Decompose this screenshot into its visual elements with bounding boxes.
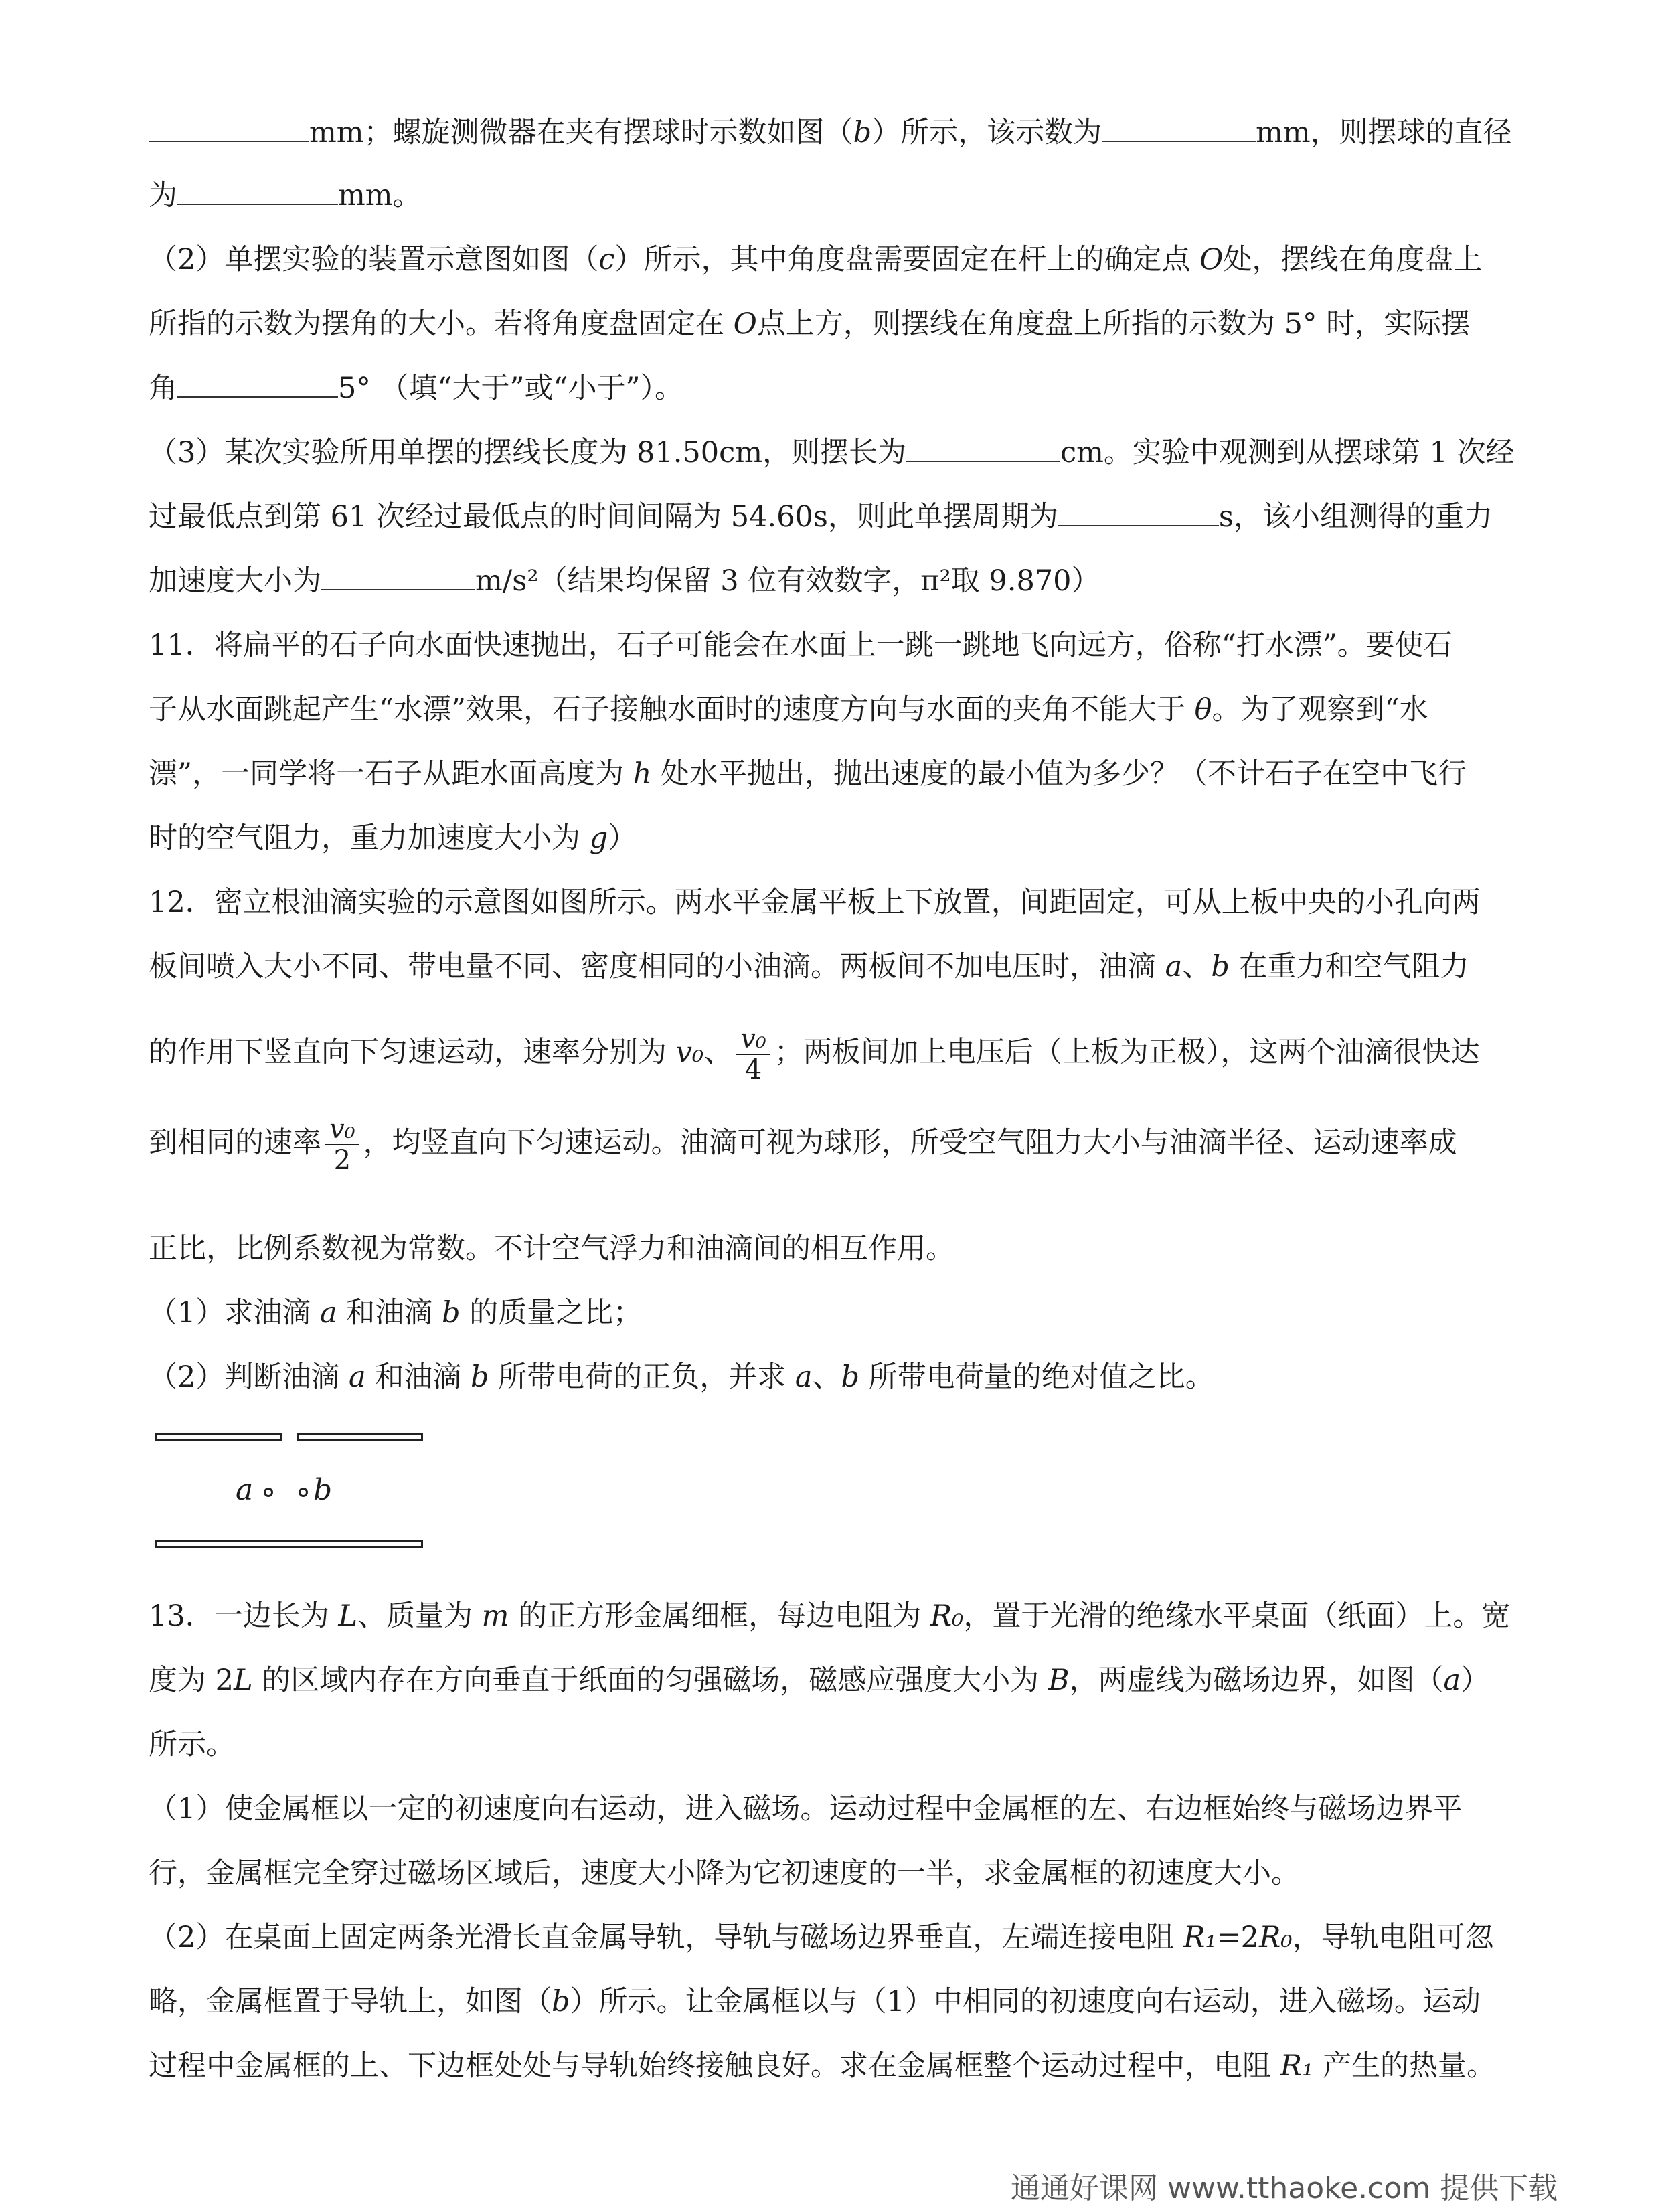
- fig-label: c: [598, 243, 615, 276]
- q12-line-3: [149, 1024, 1507, 1085]
- answer-blank[interactable]: [149, 114, 309, 142]
- text: 行，金属框完全穿过磁场区域后，速度大小降为它初速度的一半，求金属框的初速度大小。: [149, 1856, 1300, 1890]
- text: ）所示，该示数为: [872, 116, 1102, 149]
- footer-watermark: 通通好课网 www.tthaoke.com 提供下载: [1011, 2171, 1558, 2205]
- text: 过最低点到第 61 次经过最低点的时间间隔为 54.60s，则此单摆周期为: [149, 500, 1058, 534]
- text: 的正方形金属细框，每边电阻为: [509, 1599, 930, 1633]
- answer-blank[interactable]: [1058, 498, 1219, 526]
- answer-blank[interactable]: [321, 562, 475, 590]
- text: 时的空气阻力，重力加速度大小为: [149, 821, 590, 855]
- text: 的区域内存在方向垂直于纸面的匀强磁场，磁感应强度大小为: [252, 1664, 1048, 1697]
- text: 加速度大小为: [149, 564, 321, 598]
- symbol: v₀: [675, 1036, 704, 1069]
- text: 、: [703, 1036, 733, 1069]
- text: 5° （填“大于”或“小于”）。: [338, 372, 683, 405]
- answer-blank[interactable]: [906, 434, 1060, 462]
- symbol: b: [841, 1360, 860, 1394]
- q13-line-3: [149, 1725, 1507, 1765]
- text: 为: [149, 179, 177, 212]
- fig-label: b: [552, 1985, 570, 2019]
- lower-plate: [155, 1540, 423, 1548]
- text: 子从水面跳起产生“水漂”效果，石子接触水面时的速度方向与水面的夹角不能大于: [149, 693, 1195, 726]
- text: （2）单摆实验的装置示意图如图（: [149, 243, 599, 276]
- text: 到相同的速率: [149, 1126, 321, 1160]
- q12-part-2: [149, 1357, 1507, 1397]
- q10-p3-line-1: [149, 432, 1515, 473]
- millikan-figure: [155, 1433, 436, 1567]
- symbol: h: [633, 757, 652, 791]
- text: 度为 2: [149, 1664, 234, 1697]
- text: 、: [812, 1360, 841, 1394]
- text: 和油滴: [337, 1296, 442, 1330]
- q13-p2-line-2: [149, 1982, 1507, 2022]
- text: 所带电荷量的绝对值之比。: [859, 1360, 1214, 1394]
- text: 产生的热量。: [1313, 2049, 1495, 2083]
- text: 过程中金属框的上、下边框处处与导轨始终接触良好。求在金属框整个运动过程中，电阻: [149, 2049, 1280, 2083]
- text: mm。: [338, 179, 422, 212]
- text: s，该小组测得的重力: [1218, 500, 1493, 534]
- text: 、质量为: [357, 1599, 482, 1633]
- text: ）: [608, 821, 637, 855]
- text: 正比，比例系数视为常数。不计空气浮力和油滴间的相互作用。: [149, 1232, 954, 1265]
- q12-part-1: [149, 1293, 1507, 1333]
- numerator: v₀: [736, 1024, 770, 1055]
- symbol: a: [1165, 950, 1183, 983]
- text: 处，摆线在角度盘上: [1223, 243, 1483, 276]
- text: mm；螺旋测微器在夹有摆球时示数如图（: [309, 116, 853, 149]
- text: （3）某次实验所用单摆的摆线长度为 81.50cm，则摆长为: [149, 436, 906, 469]
- answer-blank[interactable]: [177, 370, 338, 398]
- text: 点上方，则摆线在角度盘上所指的示数为 5° 时，实际摆: [756, 307, 1471, 341]
- answer-blank[interactable]: [1102, 114, 1256, 142]
- q11-line-1: [149, 625, 1507, 665]
- text: ）所示。让金属框以与（1）中相同的初速度向右运动，进入磁场。运动: [570, 1985, 1481, 2019]
- symbol: a: [349, 1360, 366, 1394]
- q12-line-1: [149, 882, 1507, 923]
- text: ，置于光滑的绝缘水平桌面（纸面）上。宽: [963, 1599, 1511, 1633]
- text: （2）在桌面上固定两条光滑长直金属导轨，导轨与磁场边界垂直，左端连接电阻: [149, 1921, 1184, 1954]
- symbol: m: [481, 1599, 509, 1633]
- text: 所指的示数为摆角的大小。若将角度盘固定在: [149, 307, 734, 341]
- symbol: g: [589, 821, 608, 855]
- text: 12．密立根油滴实验的示意图如图所示。两水平金属平板上下放置，间距固定，可从上板中央的小孔向两: [149, 886, 1481, 919]
- q10-line-2: [149, 175, 1507, 216]
- symbol: B: [1048, 1664, 1070, 1697]
- q10-p3-line-3: [149, 561, 1507, 601]
- text: ）所示，其中角度盘需要固定在杆上的确定点: [614, 243, 1200, 276]
- text: 和油滴: [365, 1360, 471, 1394]
- fraction: [325, 1115, 359, 1175]
- text: （1）使金属框以一定的初速度向右运动，进入磁场。运动过程中金属框的左、右边框始终与磁场边界平: [149, 1792, 1463, 1826]
- q13-line-2: [149, 1660, 1507, 1701]
- q12-line-4: [149, 1115, 1507, 1175]
- q13-p2-line-3: [149, 2046, 1507, 2086]
- symbol: b: [442, 1296, 461, 1330]
- symbol: θ: [1194, 693, 1212, 726]
- drop-b-label: b: [313, 1473, 333, 1507]
- text: 角: [149, 372, 177, 405]
- fraction: [736, 1024, 770, 1085]
- q13-p1-line-1: [149, 1789, 1507, 1829]
- q13-p2-line-1: [149, 1917, 1507, 1958]
- text: 所带电荷的正负，并求: [489, 1360, 795, 1394]
- drop-a: [264, 1488, 273, 1497]
- q10-line-1: [149, 112, 1512, 153]
- text: ，均竖直向下匀速运动。油滴可视为球形，所受空气阻力大小与油滴半径、运动速率成: [363, 1126, 1457, 1160]
- text: 板间喷入大小不同、带电量不同、密度相同的小油滴。两板间不加电压时，油滴: [149, 950, 1165, 983]
- symbol: R₀: [1259, 1921, 1293, 1954]
- numerator: v₀: [325, 1115, 359, 1146]
- text: 的质量之比；: [460, 1296, 643, 1330]
- q12-line-5: [149, 1229, 1507, 1269]
- answer-blank[interactable]: [177, 177, 338, 205]
- q13-line-1: [149, 1596, 1511, 1636]
- fig-label: a: [1443, 1664, 1461, 1697]
- text: 11．将扁平的石子向水面快速抛出，石子可能会在水面上一跳一跳地飞向远方，俗称“打水漂”。要使石: [149, 629, 1452, 662]
- point-label: O: [733, 307, 757, 341]
- text: 处水平抛出，抛出速度的最小值为多少？（不计石子在空中飞行: [651, 757, 1467, 791]
- drop-a-label: a: [236, 1473, 254, 1507]
- upper-plate-left: [155, 1433, 282, 1441]
- point-label: O: [1199, 243, 1224, 276]
- symbol: L: [338, 1599, 357, 1633]
- text: 13．一边长为: [149, 1599, 339, 1633]
- text: （1）求油滴: [149, 1296, 321, 1330]
- text: ，两虚线为磁场边界，如图（: [1069, 1664, 1444, 1697]
- text: mm，则摆球的直径: [1256, 116, 1512, 149]
- text: （2）判断油滴: [149, 1360, 349, 1394]
- text: 所示。: [149, 1728, 235, 1761]
- text: =2: [1216, 1921, 1260, 1954]
- text: 略，金属框置于导轨上，如图（: [149, 1985, 552, 2019]
- denominator: 2: [333, 1145, 351, 1176]
- q10-p2-line-2: [149, 304, 1507, 344]
- text: m/s²（结果均保留 3 位有效数字，π²取 9.870）: [475, 564, 1100, 598]
- q11-line-4: [149, 818, 1507, 858]
- text: cm。实验中观测到从摆球第 1 次经: [1060, 436, 1515, 469]
- q10-p2-line-1: [149, 240, 1507, 280]
- text: ）: [1461, 1664, 1490, 1697]
- text: 漂”，一同学将一石子从距水面高度为: [149, 757, 633, 791]
- denominator: 4: [744, 1054, 762, 1085]
- symbol: L: [234, 1664, 253, 1697]
- symbol: a: [795, 1360, 813, 1394]
- text: 。为了观察到“水: [1212, 693, 1428, 726]
- q13-p1-line-2: [149, 1853, 1507, 1893]
- symbol: b: [471, 1360, 489, 1394]
- text: ；两板间加上电压后（上板为正极），这两个油滴很快达: [774, 1036, 1480, 1069]
- symbol: R₁: [1280, 2049, 1314, 2083]
- symbol: a: [320, 1296, 337, 1330]
- q10-p2-line-3: [149, 368, 1507, 408]
- q11-line-2: [149, 690, 1507, 730]
- q11-line-3: [149, 754, 1507, 794]
- text: 的作用下竖直向下匀速运动，速率分别为: [149, 1036, 676, 1069]
- text: 在重力和空气阻力: [1229, 950, 1469, 983]
- symbol: R₀: [930, 1599, 964, 1633]
- fig-label: b: [853, 116, 872, 149]
- upper-plate-right: [297, 1433, 423, 1441]
- q12-line-2: [149, 947, 1507, 987]
- text: 、: [1182, 950, 1212, 983]
- q10-p3-line-2: [149, 497, 1507, 537]
- symbol: R₁: [1183, 1921, 1217, 1954]
- text: ，导轨电阻可忽: [1292, 1921, 1494, 1954]
- drop-b: [299, 1488, 308, 1497]
- symbol: b: [1211, 950, 1230, 983]
